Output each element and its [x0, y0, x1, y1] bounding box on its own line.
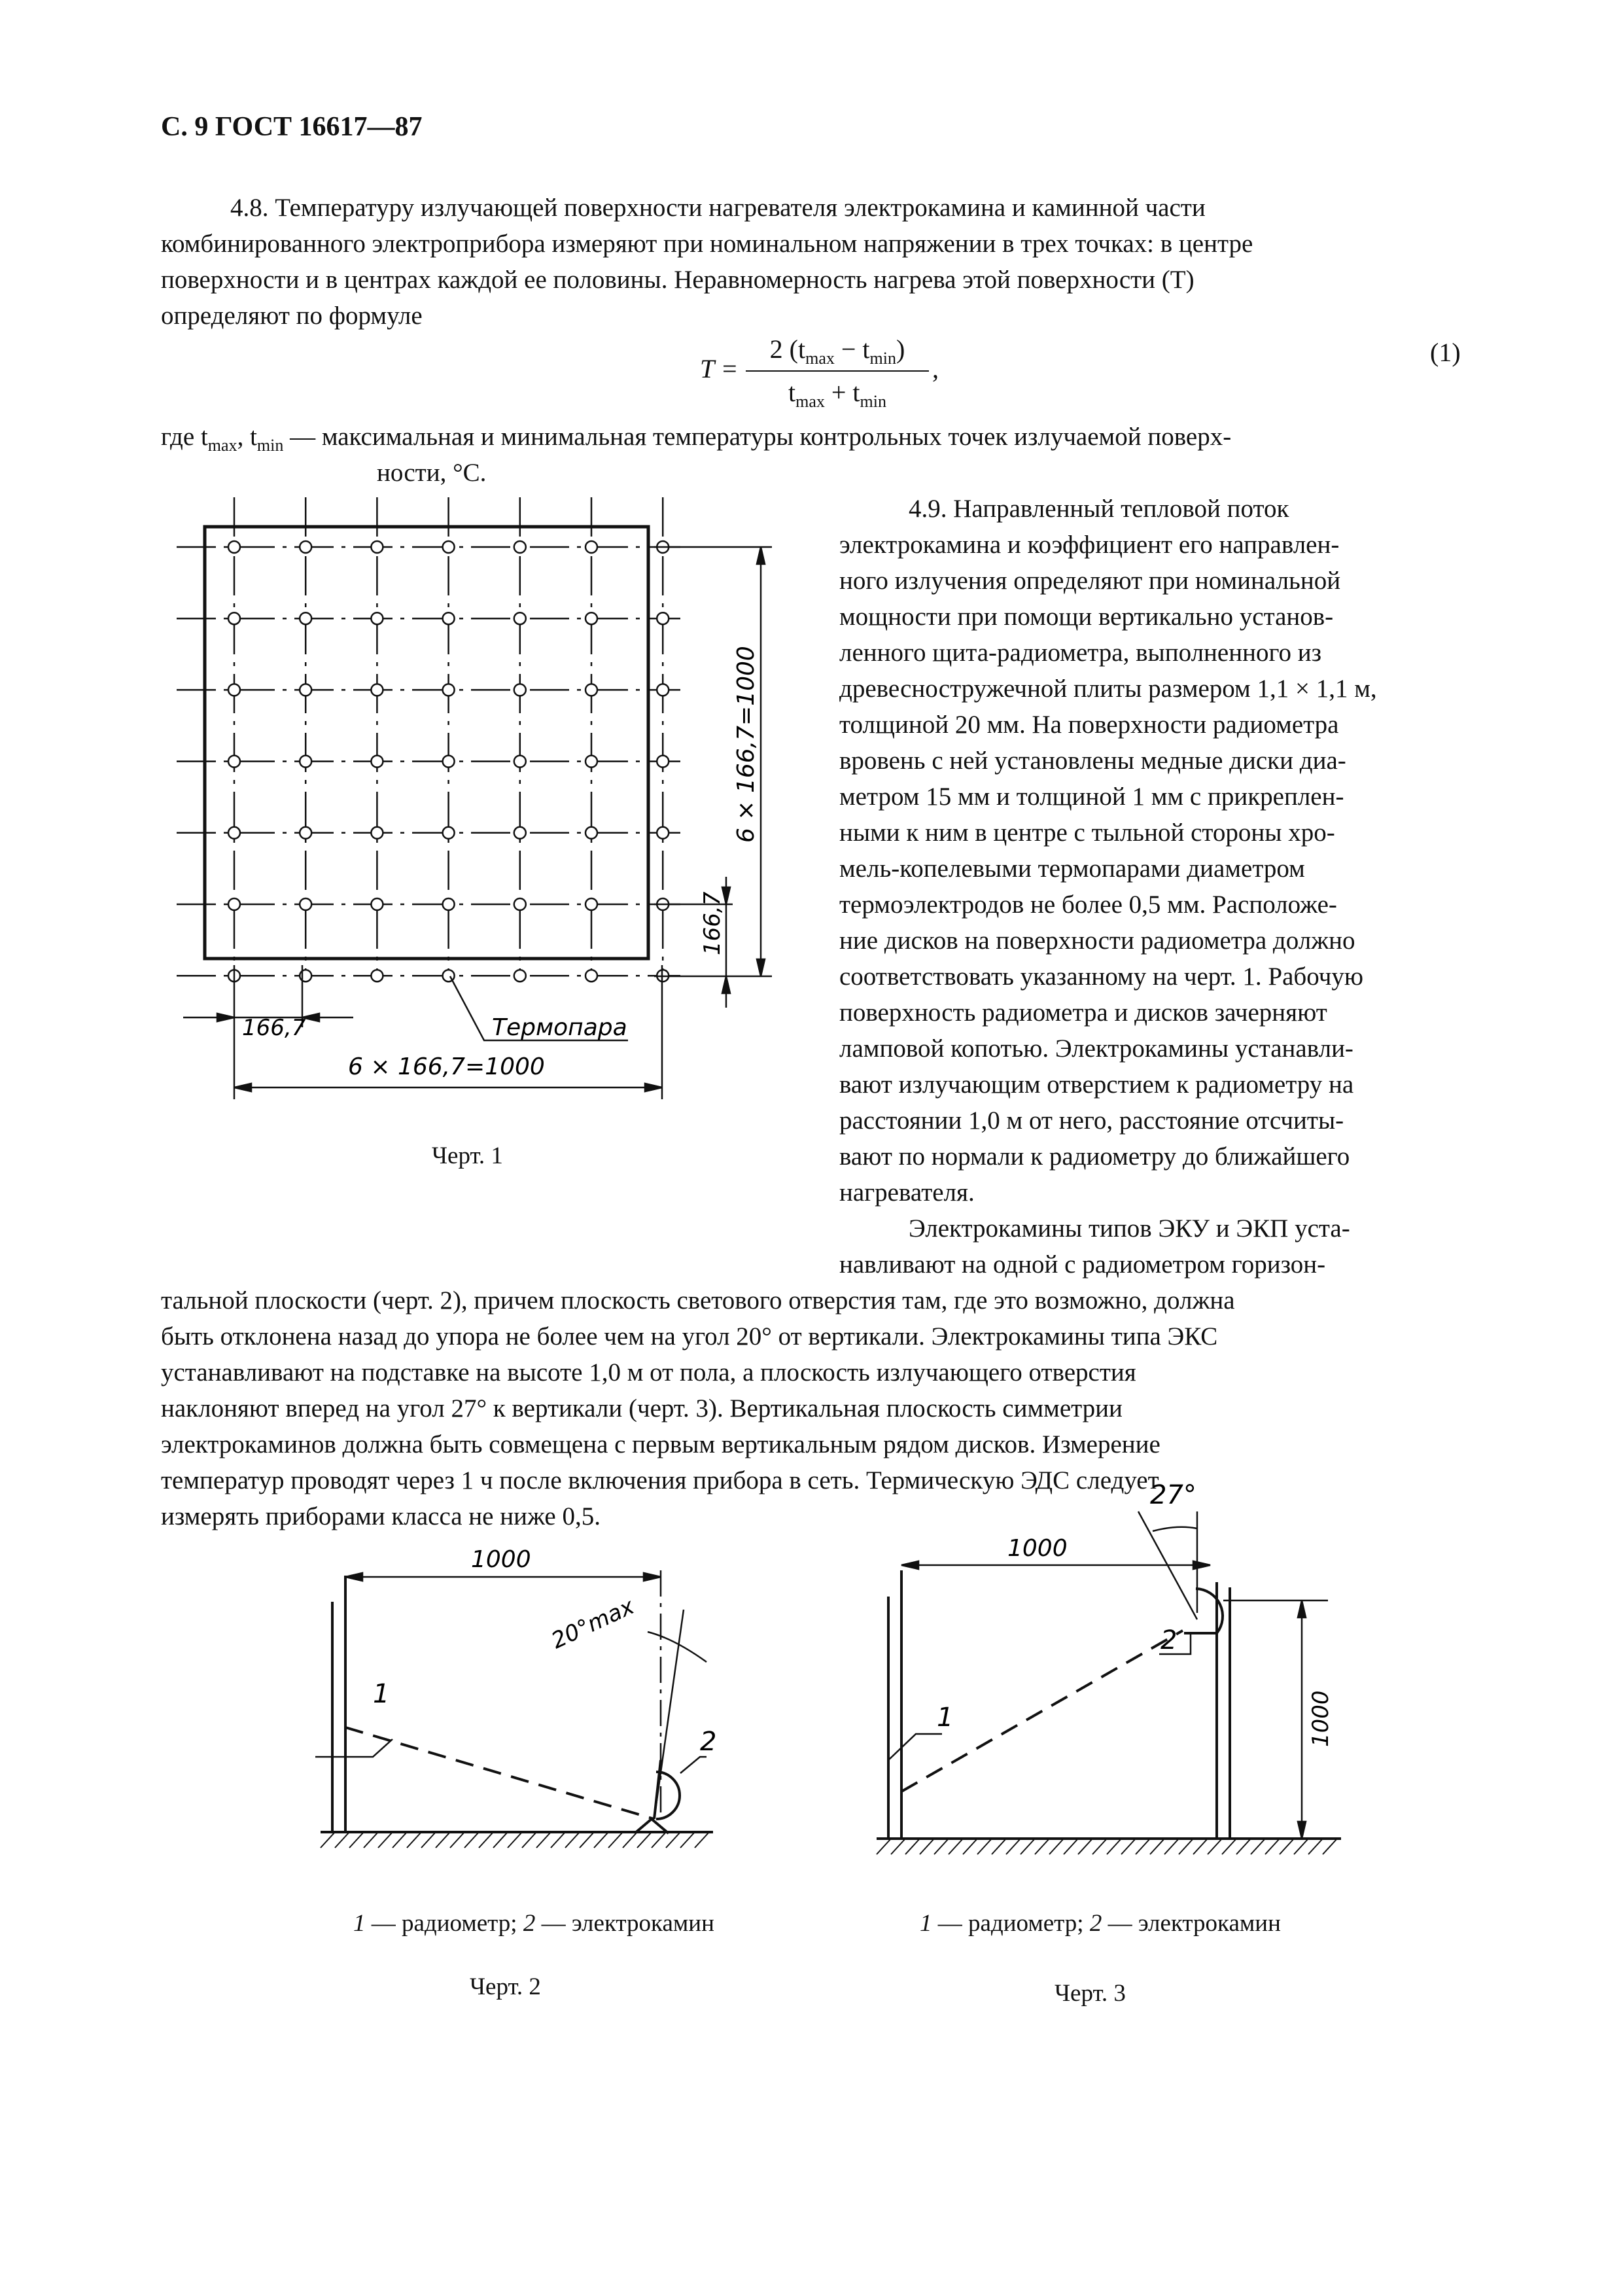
hatch-stroke	[536, 1832, 551, 1848]
hatch-stroke	[1236, 1839, 1251, 1854]
thermocouple-grid	[177, 497, 680, 981]
hatch-stroke	[508, 1832, 522, 1848]
hatch-stroke	[695, 1832, 709, 1848]
thermocouple-disc	[443, 827, 455, 839]
formula	[700, 327, 939, 412]
thermocouple-disc	[228, 898, 240, 910]
hatch-stroke	[1164, 1839, 1179, 1854]
leader-1	[888, 1734, 942, 1760]
hatch-stroke	[637, 1832, 652, 1848]
hatch-stroke	[1136, 1839, 1150, 1854]
item-1-label: 1	[937, 1703, 954, 1733]
hatch-stroke	[608, 1832, 623, 1848]
thermocouple-disc	[514, 684, 526, 696]
angle-label: 27°	[1150, 1480, 1196, 1510]
figure-2-caption: Черт. 2	[470, 1973, 541, 2000]
page-header: С. 9 ГОСТ 16617—87	[161, 112, 423, 142]
thermocouple-disc	[371, 612, 383, 624]
thermocouple-disc	[657, 612, 669, 624]
hatch-stroke	[1294, 1839, 1308, 1854]
section-4-9-column	[839, 491, 1467, 1282]
hatch-stroke	[963, 1839, 977, 1854]
hatch-stroke	[594, 1832, 608, 1848]
thermocouple-disc	[443, 612, 455, 624]
hatch-stroke	[565, 1832, 580, 1848]
thermocouple-disc	[657, 756, 669, 768]
hatch-stroke	[992, 1839, 1006, 1854]
hatch-stroke	[1107, 1839, 1121, 1854]
formula-lhs: T =	[700, 354, 739, 383]
hatch-stroke	[1092, 1839, 1107, 1854]
figure-2-legend: 1 — радиометр; 2 — электрокамин	[353, 1910, 714, 1937]
dim-label-vertical-total: 6 × 166,7=1000	[733, 646, 759, 843]
text-line: 4.8. Температуру излучающей поверхности нагревателя электрокамина и каминной части	[230, 194, 1206, 222]
arrowhead	[217, 1014, 234, 1021]
hatch-stroke	[436, 1832, 450, 1848]
hatch-stroke	[1121, 1839, 1136, 1854]
thermocouple-disc	[300, 898, 311, 910]
thermocouple-disc	[228, 756, 240, 768]
floor-hatching	[321, 1832, 709, 1848]
text-line: вают излучающим отверстием к радиометру на	[839, 1070, 1354, 1099]
hatch-stroke	[1006, 1839, 1021, 1854]
arrowhead	[645, 1084, 662, 1091]
hatch-stroke	[493, 1832, 508, 1848]
radiation-axis-dashed	[345, 1727, 654, 1819]
text-line: нагревателя.	[839, 1178, 975, 1207]
hatch-stroke	[479, 1832, 493, 1848]
text-line: метром 15 мм и толщиной 1 мм с прикреплен-	[839, 783, 1344, 811]
hatch-stroke	[349, 1832, 364, 1848]
thermocouple-disc	[300, 541, 311, 553]
hatch-stroke	[407, 1832, 421, 1848]
thermocouple-disc	[443, 756, 455, 768]
hatch-stroke	[464, 1832, 479, 1848]
hatch-stroke	[905, 1839, 920, 1854]
text-line: поверхность радиометра и дисков зачерняют	[839, 998, 1327, 1027]
hatch-stroke	[1035, 1839, 1049, 1854]
text-line: быть отклонена назад до упора не более чем на угол 20° от вертикали. Электрокамины типа ЭКС	[161, 1322, 1218, 1351]
text-line: древесностружечной плиты размером 1,1 × 1,1 м,	[839, 675, 1377, 703]
angle-label: 20°max	[547, 1593, 638, 1655]
thermocouple-disc	[443, 684, 455, 696]
hatch-stroke	[1208, 1839, 1222, 1854]
hatch-stroke	[680, 1832, 695, 1848]
hatch-stroke	[421, 1832, 436, 1848]
hatch-stroke	[551, 1832, 565, 1848]
thermocouple-label: Термопара	[492, 1014, 627, 1041]
hatch-stroke	[1064, 1839, 1078, 1854]
formula-legend-continuation: ности, °С.	[377, 459, 487, 487]
thermocouple-disc	[514, 827, 526, 839]
hatch-stroke	[977, 1839, 992, 1854]
thermocouple-disc	[585, 541, 597, 553]
thermocouple-disc	[228, 541, 240, 553]
formula-numerator: 2 $(t_{max} - t_{min})$	[769, 334, 905, 368]
formula-comma: ,	[932, 354, 939, 383]
text-line: комбинированного электроприбора измеряют при номинальном напряжении в трех точках: в центре	[161, 230, 1253, 258]
thermocouple-disc	[514, 970, 526, 981]
thermocouple-disc	[585, 898, 597, 910]
hatch-stroke	[364, 1832, 378, 1848]
figure-3-legend: 1 — радиометр; 2 — электрокамин	[920, 1910, 1281, 1937]
arrowhead	[757, 959, 765, 976]
heater-body	[1196, 1589, 1223, 1633]
dim-label-vertical-step: 166,7	[699, 891, 725, 955]
thermocouple-disc	[443, 898, 455, 910]
figure-2-drawing	[307, 1531, 726, 1898]
text-line: вровень с ней установлены медные диски диа-	[839, 747, 1346, 775]
thermocouple-disc	[657, 827, 669, 839]
leader-2	[680, 1757, 707, 1773]
hatch-stroke	[666, 1832, 680, 1848]
text-line: наклоняют вперед на угол 27° к вертикали (черт. 3). Вертикальная плоскость симметрии	[161, 1394, 1123, 1422]
item-1-label: 1	[373, 1679, 390, 1709]
formula-number: (1)	[1430, 338, 1461, 367]
hatch-stroke	[1280, 1839, 1294, 1854]
text-line: устанавливают на подставке на высоте 1,0 м от пола, а плоскость излучающего отверстия	[161, 1358, 1136, 1386]
figure-3-caption: Черт. 3	[1055, 1980, 1126, 2007]
thermocouple-disc	[300, 827, 311, 839]
hatch-stroke	[378, 1832, 393, 1848]
text-line: измерять приборами класса не ниже 0,5.	[161, 1502, 601, 1530]
arrowhead	[1298, 1600, 1306, 1617]
item-2-label: 2	[1161, 1625, 1178, 1655]
thermocouple-disc	[657, 684, 669, 696]
hatch-stroke	[335, 1832, 349, 1848]
hatch-stroke	[1265, 1839, 1280, 1854]
text-line: ного излучения определяют при номинальной	[839, 567, 1341, 595]
thermocouple-disc	[371, 970, 383, 981]
text-line: толщиной 20 мм. На поверхности радиометра	[839, 711, 1339, 739]
hatch-stroke	[877, 1839, 891, 1854]
dim-label-1000-horizontal: 1000	[1007, 1535, 1068, 1562]
thermocouple-disc	[514, 612, 526, 624]
text-line: определяют по формуле	[161, 302, 423, 330]
hatch-stroke	[393, 1832, 407, 1848]
hatch-stroke	[1021, 1839, 1035, 1854]
thermocouple-disc	[443, 541, 455, 553]
thermocouple-disc	[585, 970, 597, 981]
hatch-stroke	[1323, 1839, 1337, 1854]
hatch-stroke	[1078, 1839, 1092, 1854]
text-line: мощности при помощи вертикально установ-	[839, 603, 1334, 631]
thermocouple-disc	[371, 541, 383, 553]
text-line: ленного щита-радиометра, выполненного из	[839, 639, 1322, 667]
thermocouple-disc	[585, 612, 597, 624]
figure-3-drawing	[870, 1472, 1367, 1898]
text-line: электрокаминов должна быть совмещена с первым вертикальным рядом дисков. Измерение	[161, 1430, 1161, 1458]
thermocouple-disc	[300, 684, 311, 696]
thermocouple-disc	[514, 756, 526, 768]
angle-arc	[1153, 1527, 1197, 1531]
thermocouple-disc	[300, 756, 311, 768]
dim-label-1000-vertical: 1000	[1308, 1690, 1334, 1747]
arrowhead	[1298, 1822, 1306, 1839]
formula-legend: где $t_{max}$, $t_{min}$ — максимальная и минимальная температуры контрольных точек излучаемой поверх-	[161, 423, 1232, 455]
hatch-stroke	[522, 1832, 536, 1848]
arrowhead	[1193, 1561, 1210, 1569]
radiometer-panel	[205, 527, 648, 959]
hatch-stroke	[580, 1832, 594, 1848]
text-line: тальной плоскости (черт. 2), причем плоскость светового отверстия там, где это возможно, должна	[161, 1286, 1235, 1315]
thermocouple-disc	[228, 684, 240, 696]
text-line: поверхности и в центрах каждой ее половины. Неравномерность нагрева этой поверхности (T)	[161, 266, 1195, 294]
text-line: ламповой копотью. Электрокамины устанавли-	[839, 1034, 1353, 1063]
hatch-stroke	[623, 1832, 637, 1848]
hatch-stroke	[1150, 1839, 1164, 1854]
hatch-stroke	[1222, 1839, 1236, 1854]
dim-label-1000: 1000	[471, 1546, 531, 1573]
thermocouple-disc	[585, 756, 597, 768]
hatch-stroke	[1308, 1839, 1323, 1854]
thermocouple-disc	[228, 827, 240, 839]
arrowhead	[234, 1084, 251, 1091]
text-line: электрокамина и коэффициент его направлен-	[839, 531, 1340, 559]
text-line: ными к ним в центре с тыльной стороны хро-	[839, 819, 1335, 847]
arrowhead	[644, 1573, 661, 1581]
thermocouple-disc	[585, 684, 597, 696]
hatch-stroke	[920, 1839, 934, 1854]
hatch-stroke	[1251, 1839, 1265, 1854]
thermocouple-disc	[228, 612, 240, 624]
text-line: навливают на одной с радиометром горизон-	[839, 1250, 1326, 1279]
text-line: расстоянии 1,0 м от него, расстояние отсчиты-	[839, 1106, 1344, 1135]
hatch-stroke	[891, 1839, 905, 1854]
dim-label-horizontal-step: 166,7	[242, 1015, 306, 1041]
thermocouple-disc	[371, 756, 383, 768]
hatch-stroke	[949, 1839, 963, 1854]
thermocouple-disc	[585, 827, 597, 839]
text-line: температур проводят через 1 ч после включения прибора в сеть. Термическую ЭДС следует	[161, 1466, 1159, 1494]
thermocouple-disc	[514, 541, 526, 553]
thermocouple-disc	[371, 898, 383, 910]
hatch-stroke	[1049, 1839, 1064, 1854]
figure-1-caption: Черт. 1	[432, 1142, 503, 1169]
fraction-bar	[746, 370, 929, 372]
text-line: 4.9. Направленный тепловой поток	[909, 495, 1289, 523]
thermocouple-disc	[371, 827, 383, 839]
arrowhead	[345, 1573, 362, 1581]
text-line: термоэлектродов не более 0,5 мм. Расположе-	[839, 891, 1337, 919]
leader-1	[315, 1739, 393, 1757]
text-line: соответствовать указанному на черт. 1. Рабочую	[839, 963, 1363, 991]
hatch-stroke	[450, 1832, 464, 1848]
text-line: мель-копелевыми термопарами диаметром	[839, 855, 1305, 883]
formula-denominator: $t_{max} + t_{min}$	[788, 378, 886, 411]
arrowhead	[901, 1561, 918, 1569]
arrowhead	[757, 547, 765, 564]
figure-1-drawing	[157, 484, 798, 1112]
arrowhead	[722, 976, 730, 993]
text-line: ние дисков на поверхности радиометра должно	[839, 927, 1355, 955]
dim-label-horizontal-total: 6 × 166,7=1000	[348, 1053, 545, 1080]
thermocouple-disc	[514, 898, 526, 910]
hatch-stroke	[934, 1839, 949, 1854]
hatch-stroke	[321, 1832, 335, 1848]
hatch-stroke	[1193, 1839, 1208, 1854]
section-4-8	[161, 190, 1467, 334]
text-line: Электрокамины типов ЭКУ и ЭКП уста-	[909, 1214, 1350, 1243]
thermocouple-disc	[371, 684, 383, 696]
hatch-stroke	[652, 1832, 666, 1848]
item-2-label: 2	[700, 1727, 717, 1757]
text-line: вают по нормали к радиометру до ближайшего	[839, 1142, 1350, 1171]
hatch-stroke	[1179, 1839, 1193, 1854]
thermocouple-disc	[300, 612, 311, 624]
floor-hatching	[877, 1839, 1337, 1854]
